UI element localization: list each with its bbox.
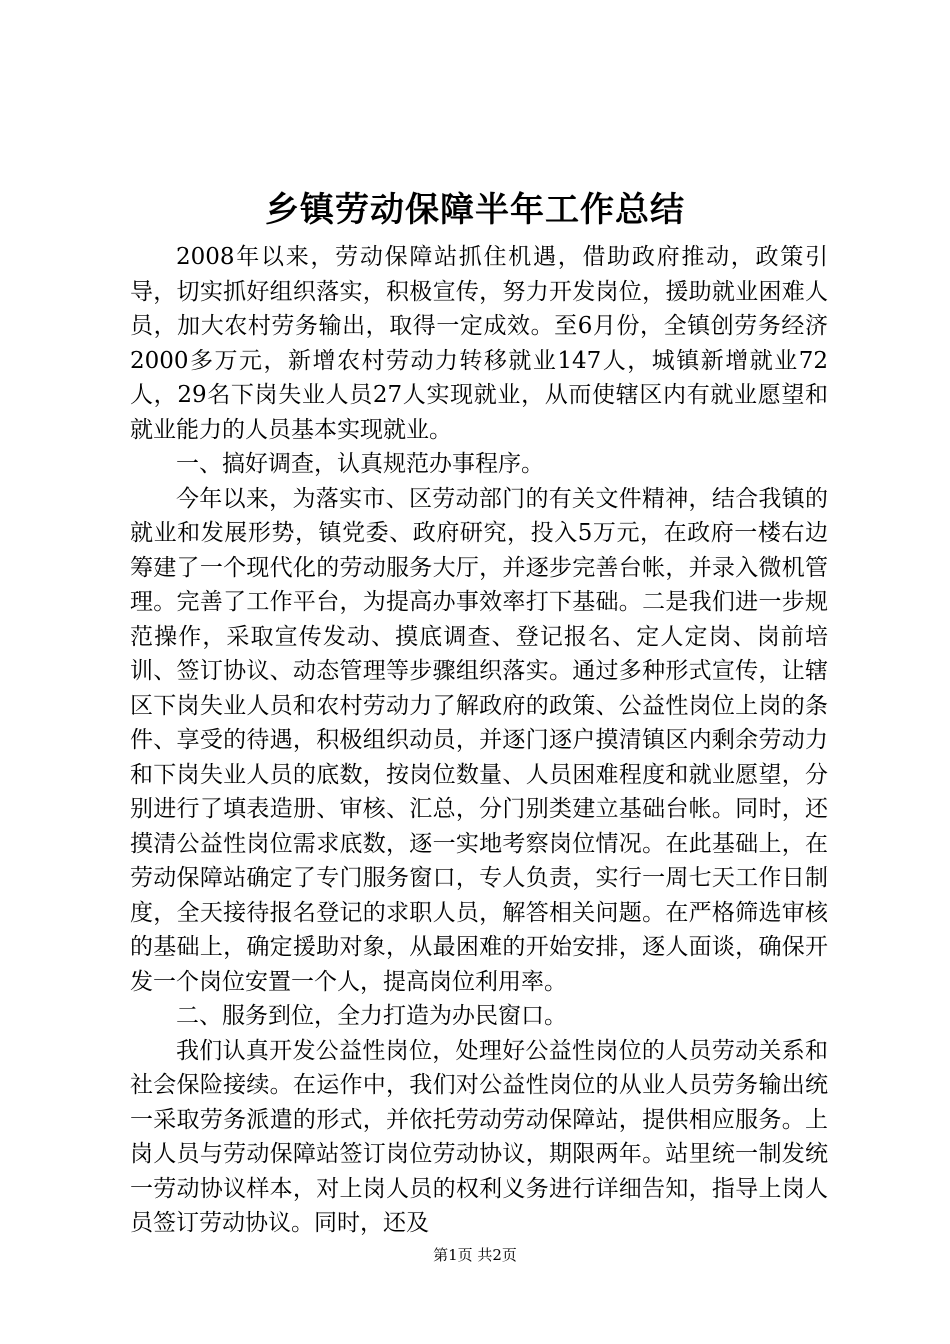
section-heading-1: 一、搞好调查，认真规范办事程序。 — [176, 451, 544, 477]
paragraph-section-1: 今年以来，为落实市、区劳动部门的有关文件精神，结合我镇的就业和发展形势，镇党委、政府研究，投入5万元，在政府一楼右边筹建了一个现代化的劳动服务大厅，并逐步完善台帐，并录入微机管理。完善了工作平台，为提高办事效率打下基础。二是我们进一步规范操作，采取宣传发动、摸底调查、登记报名、定人定岗、岗前培训、签订协议、动态管理等步骤组织落实。通过多种形式宣传，让辖区下岗失业人员和农村劳动力了解政府的政策、公益性岗位上岗的条件、享受的待遇，积极组织动员，并逐门逐户摸清镇区内剩余劳动力和下岗失业人员的底数，按岗位数量、人员困难程度和就业愿望，分别进行了填表造册、审核、汇总，分门别类建立基础台帐。同时，还摸清公益性岗位需求底数，逐一实地考察岗位情况。在此基础上，在劳动保障站确定了专门服务窗口，专人负责，实行一周七天工作日制度，全天接待报名登记的求职人员，解答相关问题。在严格筛选审核的基础上，确定援助对象，从最困难的开始安排，逐人面谈，确保开发一个岗位安置一个人，提高岗位利用率。 — [130, 485, 828, 995]
section-heading-2: 二、服务到位，全力打造为办民窗口。 — [176, 1003, 567, 1029]
page-footer: 第1页 共2页 — [433, 1246, 517, 1264]
document-body — [130, 240, 828, 1241]
paragraph-intro: 2008年以来，劳动保障站抓住机遇，借助政府推动，政策引导，切实抓好组织落实，积极宣传，努力开发岗位，援助就业困难人员，加大农村劳务输出，取得一定成效。至6月份，全镇创劳务经济2000多万元，新增农村劳动力转移就业147人，城镇新增就业72人，29名下岗失业人员27人实现就业，从而使辖区内有就业愿望和就业能力的人员基本实现就业。 — [130, 244, 828, 443]
paragraph-section-2: 我们认真开发公益性岗位，处理好公益性岗位的人员劳动关系和社会保险接续。在运作中，我们对公益性岗位的从业人员劳务输出统一采取劳务派遣的形式，并依托劳动劳动保障站，提供相应服务。上岗人员与劳动保障站签订岗位劳动协议，期限两年。站里统一制发统一劳动协议样本，对上岗人员的权利义务进行详细告知，指导上岗人员签订劳动协议。同时，还及 — [130, 1037, 828, 1236]
document-title: 乡镇劳动保障半年工作总结 — [265, 190, 685, 230]
